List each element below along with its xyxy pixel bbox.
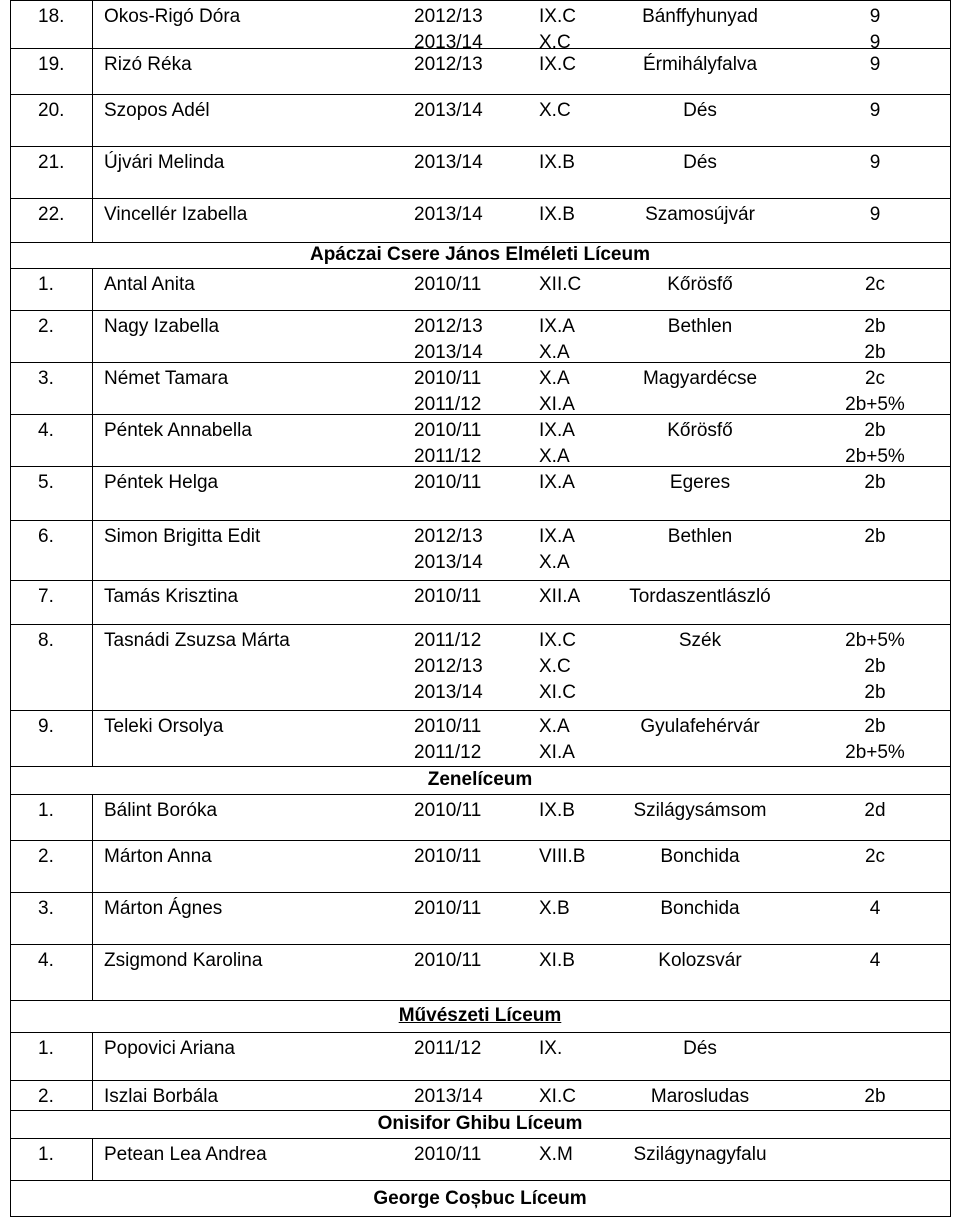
table-border-vertical (10, 580, 11, 624)
grade-value: 2b (864, 472, 886, 493)
school-year: 2012/13 (414, 6, 483, 27)
table-border-horizontal (10, 94, 950, 95)
school-year: 2010/11 (414, 1144, 482, 1165)
school-year: 2012/13 (414, 54, 483, 75)
class-name: XI.B (539, 950, 575, 971)
table-border-vertical (10, 944, 11, 1000)
table-border-horizontal (10, 268, 950, 269)
school-year: 2010/11 (414, 800, 482, 821)
table-border-vertical (10, 520, 11, 580)
table-border-horizontal (10, 198, 950, 199)
table-border-vertical (10, 1032, 11, 1080)
table-border-horizontal (10, 624, 950, 625)
school-year: 2010/11 (414, 716, 482, 737)
hometown: Marosludas (650, 1086, 750, 1107)
table-border-vertical (950, 766, 951, 794)
school-year: 2010/11 (414, 898, 482, 919)
row-number: 2. (38, 1086, 54, 1107)
class-name: XI.A (539, 394, 575, 415)
school-year: 2010/11 (414, 274, 482, 295)
table-border-vertical (950, 944, 951, 1000)
student-name: Péntek Helga (104, 472, 219, 493)
hometown: Szilágynagyfalu (633, 1144, 767, 1165)
hometown: Érmihályfalva (642, 54, 758, 75)
class-name: IX.B (539, 152, 575, 173)
table-border-vertical (10, 1138, 11, 1180)
table-border-vertical (10, 710, 11, 766)
grade-value: 2c (864, 368, 886, 389)
grade-value: 9 (869, 54, 881, 75)
class-name: IX.A (539, 526, 575, 547)
class-name: X.C (539, 100, 571, 121)
class-name: IX.B (539, 204, 575, 225)
class-name: IX.C (539, 630, 576, 651)
table-border-vertical (92, 892, 93, 944)
row-number: 18. (38, 6, 65, 27)
class-name: IX.A (539, 472, 575, 493)
row-number: 2. (38, 316, 54, 337)
hometown: Bonchida (660, 846, 740, 867)
school-year: 2013/14 (414, 152, 483, 173)
student-name: Újvári Melinda (104, 152, 225, 173)
student-name: Antal Anita (104, 274, 195, 295)
grade-value: 2c (864, 274, 886, 295)
student-name: Iszlai Borbála (104, 1086, 219, 1107)
school-section-header: George Coșbuc Líceum (373, 1188, 587, 1209)
table-border-vertical (10, 48, 11, 94)
class-name: X.B (539, 898, 570, 919)
grade-value: 2b (864, 1086, 886, 1107)
table-border-vertical (92, 48, 93, 94)
hometown: Egeres (669, 472, 731, 493)
row-number: 22. (38, 204, 65, 225)
table-border-vertical (92, 624, 93, 710)
class-name: X.A (539, 552, 570, 573)
hometown: Bonchida (660, 898, 740, 919)
student-name: Nagy Izabella (104, 316, 220, 337)
hometown: Dés (683, 152, 717, 173)
table-border-vertical (92, 944, 93, 1000)
table-border-vertical (950, 1032, 951, 1080)
table-border-vertical (92, 0, 93, 48)
table-border-vertical (950, 1110, 951, 1138)
table-border-horizontal (10, 1180, 950, 1181)
grade-value: 2b (864, 682, 886, 703)
table-border-vertical (950, 146, 951, 198)
hometown: Kőrösfő (667, 274, 733, 295)
table-border-vertical (950, 1000, 951, 1032)
grade-value: 2b (864, 342, 886, 363)
hometown: Szék (678, 630, 722, 651)
school-year: 2013/14 (414, 552, 483, 573)
table-border-vertical (950, 0, 951, 48)
class-name: X.A (539, 716, 570, 737)
class-name: XI.A (539, 742, 575, 763)
grade-value: 9 (869, 152, 881, 173)
table-border-vertical (950, 198, 951, 242)
table-border-vertical (10, 794, 11, 840)
class-name: X.A (539, 368, 570, 389)
row-number: 1. (38, 274, 54, 295)
table-border-vertical (10, 310, 11, 362)
class-name: X.C (539, 656, 571, 677)
hometown: Bethlen (667, 526, 733, 547)
table-border-vertical (950, 414, 951, 466)
school-year: 2010/11 (414, 846, 482, 867)
school-year: 2010/11 (414, 950, 482, 971)
grade-value: 2d (864, 800, 886, 821)
grade-value: 2b (864, 526, 886, 547)
school-year: 2013/14 (414, 682, 483, 703)
school-year: 2010/11 (414, 472, 482, 493)
table-border-vertical (92, 710, 93, 766)
grade-value: 2b (864, 420, 886, 441)
row-number: 1. (38, 1038, 54, 1059)
student-name: Szopos Adél (104, 100, 210, 121)
school-section-header: Művészeti Líceum (398, 1005, 562, 1026)
row-number: 4. (38, 950, 54, 971)
table-border-vertical (950, 268, 951, 310)
hometown: Tordaszentlászló (629, 586, 771, 607)
row-number: 9. (38, 716, 54, 737)
hometown: Szilágysámsom (633, 800, 767, 821)
school-year: 2011/12 (414, 394, 482, 415)
table-border-vertical (10, 94, 11, 146)
class-name: IX.C (539, 54, 576, 75)
table-border-vertical (92, 310, 93, 362)
school-year: 2011/12 (414, 742, 482, 763)
class-name: XII.A (539, 586, 581, 607)
hometown: Szamosújvár (645, 204, 755, 225)
school-year: 2010/11 (414, 420, 482, 441)
table-border-vertical (92, 268, 93, 310)
school-year: 2011/12 (414, 1038, 482, 1059)
row-number: 1. (38, 800, 54, 821)
school-year: 2013/14 (414, 204, 483, 225)
student-name: Péntek Annabella (104, 420, 252, 441)
student-name: Bálint Boróka (104, 800, 218, 821)
table-border-vertical (950, 48, 951, 94)
table-border-vertical (950, 520, 951, 580)
student-name: Márton Ágnes (104, 898, 223, 919)
student-name: Petean Lea Andrea (104, 1144, 267, 1165)
table-border-horizontal (10, 794, 950, 795)
student-name: Tamás Krisztina (104, 586, 239, 607)
table-border-vertical (10, 198, 11, 242)
row-number: 4. (38, 420, 54, 441)
hometown: Dés (683, 100, 717, 121)
class-name: IX.C (539, 6, 576, 27)
school-year: 2013/14 (414, 1086, 483, 1107)
grade-value: 2b+5% (845, 446, 905, 467)
hometown: Magyardécse (642, 368, 758, 389)
table-border-vertical (10, 0, 11, 48)
table-border-horizontal (10, 580, 950, 581)
grade-value: 9 (869, 32, 881, 53)
school-year: 2012/13 (414, 656, 483, 677)
table-border-vertical (950, 466, 951, 520)
school-year: 2010/11 (414, 586, 482, 607)
grade-value: 9 (869, 100, 881, 121)
table-border-vertical (950, 1138, 951, 1180)
table-border-vertical (92, 580, 93, 624)
school-year: 2013/14 (414, 32, 483, 53)
grade-value: 9 (869, 204, 881, 225)
table-border-vertical (92, 520, 93, 580)
grade-value: 2b+5% (845, 630, 905, 651)
table-border-horizontal (10, 1080, 950, 1081)
table-border-vertical (92, 146, 93, 198)
school-section-header: Onisifor Ghibu Líceum (377, 1113, 583, 1134)
table-border-vertical (10, 1080, 11, 1110)
table-border-vertical (92, 1138, 93, 1180)
student-name: Rizó Réka (104, 54, 192, 75)
class-name: IX.B (539, 800, 575, 821)
student-name: Teleki Orsolya (104, 716, 224, 737)
table-border-horizontal (10, 1032, 950, 1033)
table-border-horizontal (10, 710, 950, 711)
row-number: 20. (38, 100, 65, 121)
class-name: XI.C (539, 682, 576, 703)
school-section-header: Zenelíceum (427, 769, 533, 790)
hometown: Gyulafehérvár (640, 716, 760, 737)
table-border-vertical (10, 146, 11, 198)
school-year: 2011/12 (414, 446, 482, 467)
table-border-vertical (92, 1080, 93, 1110)
hometown: Dés (683, 1038, 717, 1059)
table-border-vertical (950, 624, 951, 710)
class-name: XII.C (539, 274, 582, 295)
class-name: IX.A (539, 316, 575, 337)
table-border-vertical (950, 362, 951, 414)
table-border-vertical (92, 198, 93, 242)
row-number: 6. (38, 526, 54, 547)
class-name: IX.A (539, 420, 575, 441)
school-year: 2013/14 (414, 342, 483, 363)
row-number: 8. (38, 630, 54, 651)
grade-value: 2b+5% (845, 742, 905, 763)
grade-value: 2b (864, 716, 886, 737)
table-border-vertical (950, 840, 951, 892)
table-border-vertical (92, 794, 93, 840)
student-name: Popovici Ariana (104, 1038, 235, 1059)
table-border-horizontal (10, 892, 950, 893)
row-number: 3. (38, 368, 54, 389)
table-border-vertical (92, 362, 93, 414)
table-border-horizontal (10, 1000, 950, 1001)
table-border-vertical (92, 94, 93, 146)
hometown: Bánffyhunyad (642, 6, 758, 27)
class-name: X.M (539, 1144, 573, 1165)
grade-value: 2c (864, 846, 886, 867)
table-border-vertical (950, 1080, 951, 1110)
table-border-vertical (950, 710, 951, 766)
table-border-vertical (950, 310, 951, 362)
table-border-vertical (92, 414, 93, 466)
table-border-vertical (10, 268, 11, 310)
school-year: 2012/13 (414, 316, 483, 337)
table-border-vertical (950, 94, 951, 146)
school-year: 2013/14 (414, 100, 483, 121)
table-border-vertical (10, 892, 11, 944)
class-name: X.C (539, 32, 571, 53)
table-border-horizontal (10, 0, 950, 1)
school-year: 2012/13 (414, 526, 483, 547)
school-section-header: Apáczai Csere János Elméleti Líceum (309, 244, 651, 265)
table-border-vertical (10, 840, 11, 892)
table-border-vertical (10, 414, 11, 466)
table-border-horizontal (10, 146, 950, 147)
table-border-horizontal (10, 310, 950, 311)
class-name: IX. (539, 1038, 563, 1059)
table-border-vertical (92, 466, 93, 520)
student-name: Okos-Rigó Dóra (104, 6, 241, 27)
hometown: Kolozsvár (658, 950, 742, 971)
table-border-vertical (10, 362, 11, 414)
table-border-vertical (950, 794, 951, 840)
student-name: Márton Anna (104, 846, 212, 867)
table-border-vertical (92, 1032, 93, 1080)
grade-value: 2b+5% (845, 394, 905, 415)
row-number: 19. (38, 54, 65, 75)
class-name: XI.C (539, 1086, 576, 1107)
student-name: Simon Brigitta Edit (104, 526, 261, 547)
table-border-horizontal (10, 840, 950, 841)
class-name: VIII.B (539, 846, 586, 867)
table-border-vertical (950, 1180, 951, 1217)
grade-value: 2b (864, 316, 886, 337)
grade-value: 9 (869, 6, 881, 27)
row-number: 1. (38, 1144, 54, 1165)
table-border-horizontal (10, 944, 950, 945)
hometown: Kőrösfő (667, 420, 733, 441)
table-border-vertical (950, 242, 951, 268)
row-number: 2. (38, 846, 54, 867)
table-border-horizontal (10, 1138, 950, 1139)
school-year: 2011/12 (414, 630, 482, 651)
table-border-vertical (92, 840, 93, 892)
grade-value: 2b (864, 656, 886, 677)
table-border-vertical (10, 466, 11, 520)
table-border-vertical (10, 624, 11, 710)
row-number: 3. (38, 898, 54, 919)
grade-value: 4 (869, 898, 881, 919)
student-name: Zsigmond Karolina (104, 950, 263, 971)
grade-value: 4 (869, 950, 881, 971)
student-name: Német Tamara (104, 368, 229, 389)
row-number: 7. (38, 586, 54, 607)
class-name: X.A (539, 446, 570, 467)
table-border-horizontal (10, 520, 950, 521)
table-border-vertical (950, 580, 951, 624)
row-number: 5. (38, 472, 54, 493)
hometown: Bethlen (667, 316, 733, 337)
student-name: Vincellér Izabella (104, 204, 248, 225)
student-name: Tasnádi Zsuzsa Márta (104, 630, 290, 651)
class-name: X.A (539, 342, 570, 363)
table-border-vertical (950, 892, 951, 944)
row-number: 21. (38, 152, 65, 173)
school-year: 2010/11 (414, 368, 482, 389)
